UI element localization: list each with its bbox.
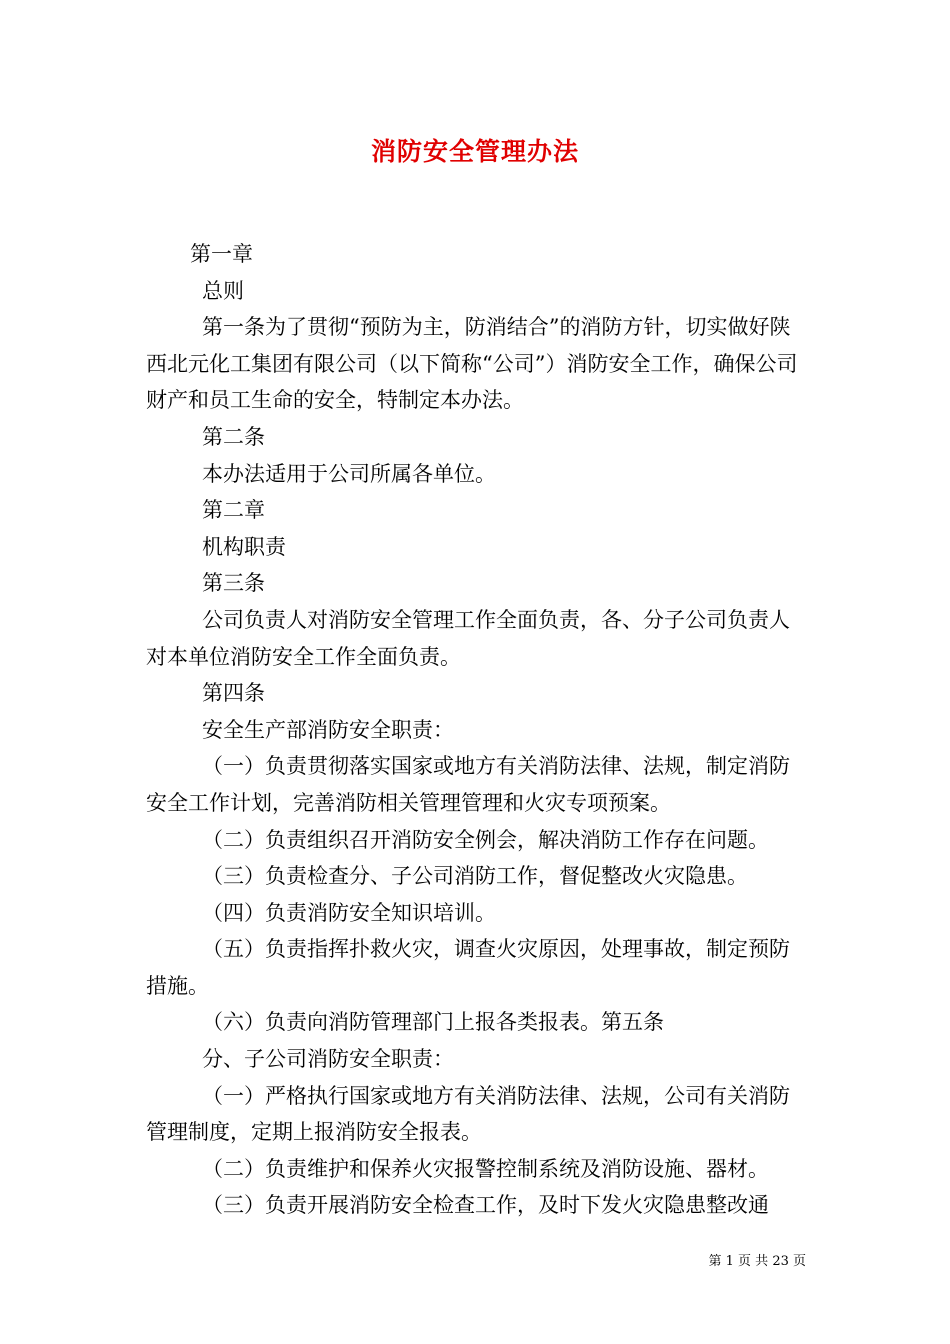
paragraph: 安全生产部消防安全职责：: [202, 717, 454, 742]
paragraph: 本办法适用于公司所属各单位。: [202, 461, 496, 486]
list-item: （三）负责开展消防安全检查工作，及时下发火灾隐患整改通: [202, 1193, 769, 1218]
list-item: （一）严格执行国家或地方有关消防法律、法规，公司有关消防管理制度，定期上报消防安全报表。: [146, 1083, 790, 1145]
paragraph: 第一条为了贯彻“预防为主，防消结合”的消防方针，切实做好陕西北元化工集团有限公司（以下简称“公司”）消防安全工作，确保公司财产和员工生命的安全，特制定本办法。: [146, 315, 798, 413]
article-heading: 第二条: [202, 424, 265, 449]
paragraph: 分、子公司消防安全职责：: [202, 1047, 454, 1072]
list-item: （二）负责组织召开消防安全例会，解决消防工作存在问题。: [202, 827, 769, 852]
document-title: 消防安全管理办法: [370, 137, 579, 166]
list-item: （二）负责维护和保养火灾报警控制系统及消防设施、器材。: [202, 1156, 769, 1181]
list-item: （一）负责贯彻落实国家或地方有关消防法律、法规，制定消防安全工作计划，完善消防相关管理管理和火灾专项预案。: [146, 754, 790, 815]
list-item: （三）负责检查分、子公司消防工作，督促整改火灾隐患。: [202, 864, 748, 889]
chapter-heading: 第一章: [190, 242, 253, 266]
article-heading: 第四条: [202, 681, 265, 706]
paragraph: 公司负责人对消防安全管理工作全面负责，各、分子公司负责人对本单位消防安全工作全面负责。: [146, 607, 790, 669]
article-heading: 第三条: [202, 571, 265, 596]
list-item: （四）负责消防安全知识培训。: [202, 900, 496, 925]
document-body: [146, 236, 806, 1224]
list-item: （五）负责指挥扑救火灾，调查火灾原因，处理事故，制定预防措施。: [146, 937, 790, 998]
list-item: （六）负责向消防管理部门上报各类报表。第五条: [202, 1010, 664, 1035]
chapter-heading: 第二章: [202, 498, 265, 523]
section-heading: 总则: [202, 278, 244, 303]
section-heading: 机构职责: [202, 534, 286, 559]
page-footer: 第 1 页 共 23 页: [708, 1254, 806, 1269]
